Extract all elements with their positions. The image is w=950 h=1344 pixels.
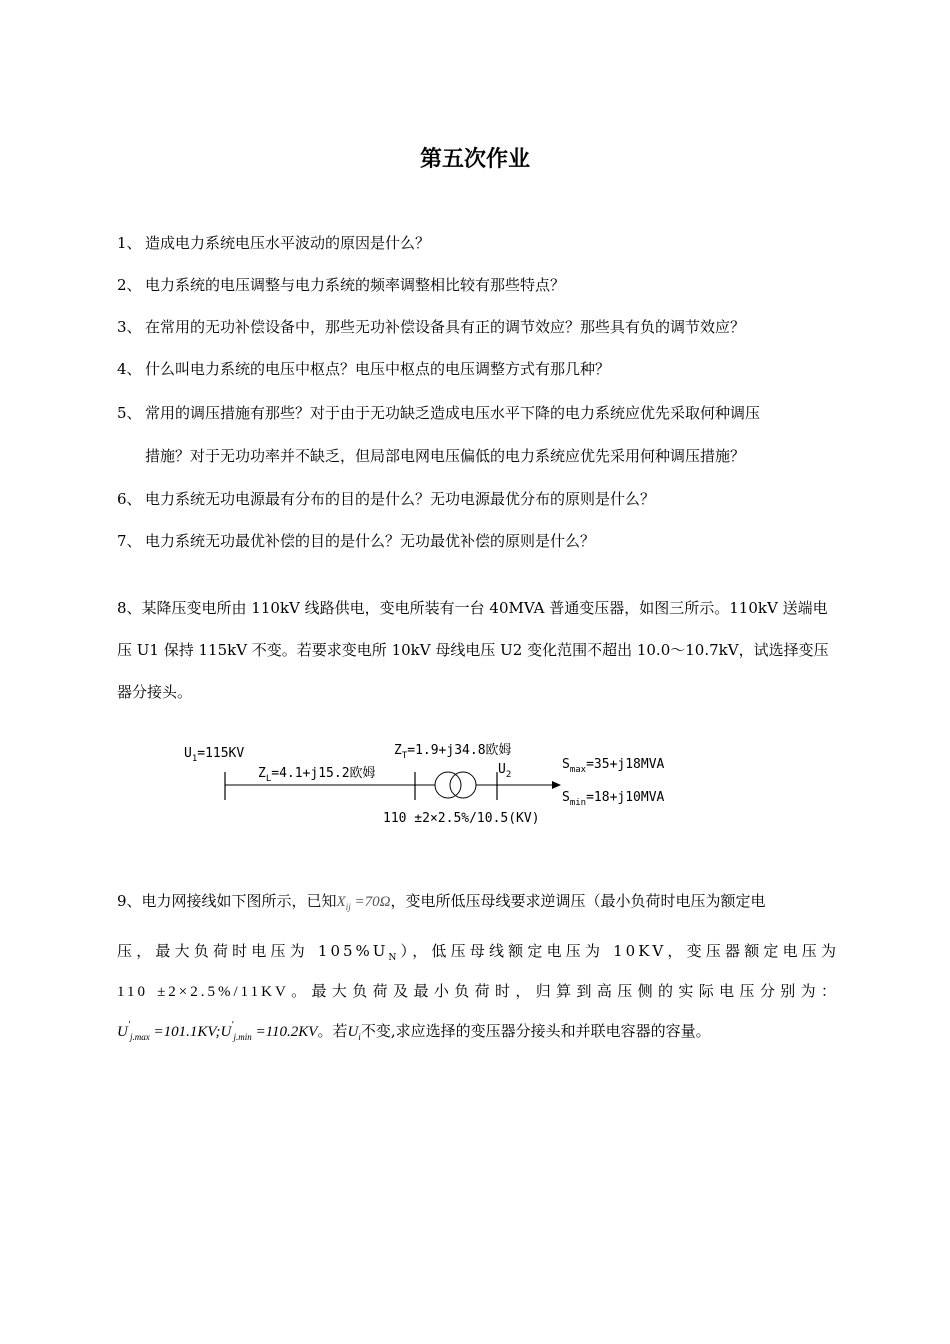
question-text: 电力系统无功最优补偿的目的是什么？无功最优补偿的原则是什么？	[145, 532, 596, 550]
question-text: 造成电力系统电压水平波动的原因是什么？	[145, 234, 431, 252]
question-text: 在常用的无功补偿设备中，那些无功补偿设备具有正的调节效应？那些具有负的调节效应？	[145, 318, 746, 336]
question-number: 2、	[117, 276, 142, 294]
question-9-line-3	[117, 980, 839, 1001]
q9-text-2: ，变电所低压母线要求逆调压（最小负荷时电压为额定电	[390, 892, 766, 910]
question-number: 4、	[117, 360, 142, 378]
x-ij-formula: $X_{ij} =70\Omega$	[336, 894, 391, 912]
transformer-winding-1	[435, 772, 461, 798]
q9-sub-n: N	[388, 953, 400, 963]
zt-label: $Z_T=1.9+j34.8$欧姆	[394, 743, 512, 761]
question-number: 6、	[117, 490, 142, 508]
u-min-formula: $U'_{j.min} =110.2KV$	[220, 1020, 318, 1042]
question-1	[117, 232, 430, 253]
question-4	[117, 358, 610, 379]
question-text: 电力系统无功电源最有分布的目的是什么？无功电源最优分布的原则是什么？	[145, 490, 656, 508]
ui-formula: $U_i$	[347, 1024, 361, 1042]
question-9-line-2	[117, 940, 839, 963]
q9-text-3: 压，最大负荷时电压为 105%U	[117, 942, 389, 960]
question-number: 1、	[117, 234, 142, 252]
q9-text-6: 。若	[317, 1022, 348, 1040]
question-9-line-1	[117, 890, 839, 912]
smax-label: $S_{max}=35+j18MVA$	[562, 757, 665, 775]
question-text: 常用的调压措施有那些？对于由于无功缺乏造成电压水平下降的电力系统应优先采取何种调压	[145, 404, 761, 422]
q9-text-4: ），低压母线额定电压为 10KV，变压器额定电压为	[399, 942, 839, 960]
page-title: 第五次作业	[419, 147, 530, 172]
q9-text-1: 9、电力网接线如下图所示，已知	[117, 892, 337, 910]
question-text: 电力系统的电压调整与电力系统的频率调整相比较有那些特点？	[145, 276, 566, 294]
question-number: 7、	[117, 532, 142, 550]
question-number: 3、	[117, 318, 142, 336]
circuit-diagram	[180, 735, 700, 835]
question-7	[117, 530, 595, 551]
question-text: 什么叫电力系统的电压中枢点？电压中枢点的电压调整方式有那几种？	[145, 360, 611, 378]
u-max-formula: $U'_{j.max} =101.1KV$;	[117, 1020, 221, 1042]
transformer-winding-2	[450, 772, 476, 798]
u2-label: $U_2$	[498, 762, 512, 780]
transformer-ratio-formula: 110 ±2×2.5%/11KV	[117, 984, 289, 1000]
load-arrow	[552, 781, 561, 789]
question-3	[117, 316, 745, 337]
q9-text-5: 。最大负荷及最小负荷时，归算到高压侧的实际电压分别为：	[288, 982, 840, 1000]
question-8-line-3: 器分接头。	[117, 683, 193, 701]
zl-label: $Z_L=4.1+j15.2$欧姆	[258, 766, 376, 784]
q9-text-7: 不变,求应选择的变压器分接头和并联电容器的容量。	[360, 1022, 711, 1040]
question-2	[117, 274, 565, 295]
transformer-tap-label: 110 ±2×2.5%/10.5(KV)	[383, 811, 540, 826]
question-6	[117, 488, 655, 509]
question-8-line-2: 压 U1 保持 115kV 不变。若要求变电所 10kV 母线电压 U2 变化范围不超出 10.0～10.7kV，试选择变压	[117, 641, 829, 659]
question-8-line-1: 8、某降压变电所由 110kV 线路供电，变电所装有一台 40MVA 普通变压器，如图三所示。110kV 送端电	[117, 599, 828, 617]
question-5-continued: 措施？对于无功功率并不缺乏，但局部电网电压偏低的电力系统应优先采用何种调压措施？	[145, 447, 746, 465]
question-number: 5、	[117, 404, 142, 422]
u1-label: $U_1=115KV$	[184, 746, 245, 764]
smin-label: $S_{min}=18+j10MVA$	[562, 790, 665, 808]
question-5	[117, 402, 760, 423]
question-9-line-4	[117, 1020, 839, 1042]
